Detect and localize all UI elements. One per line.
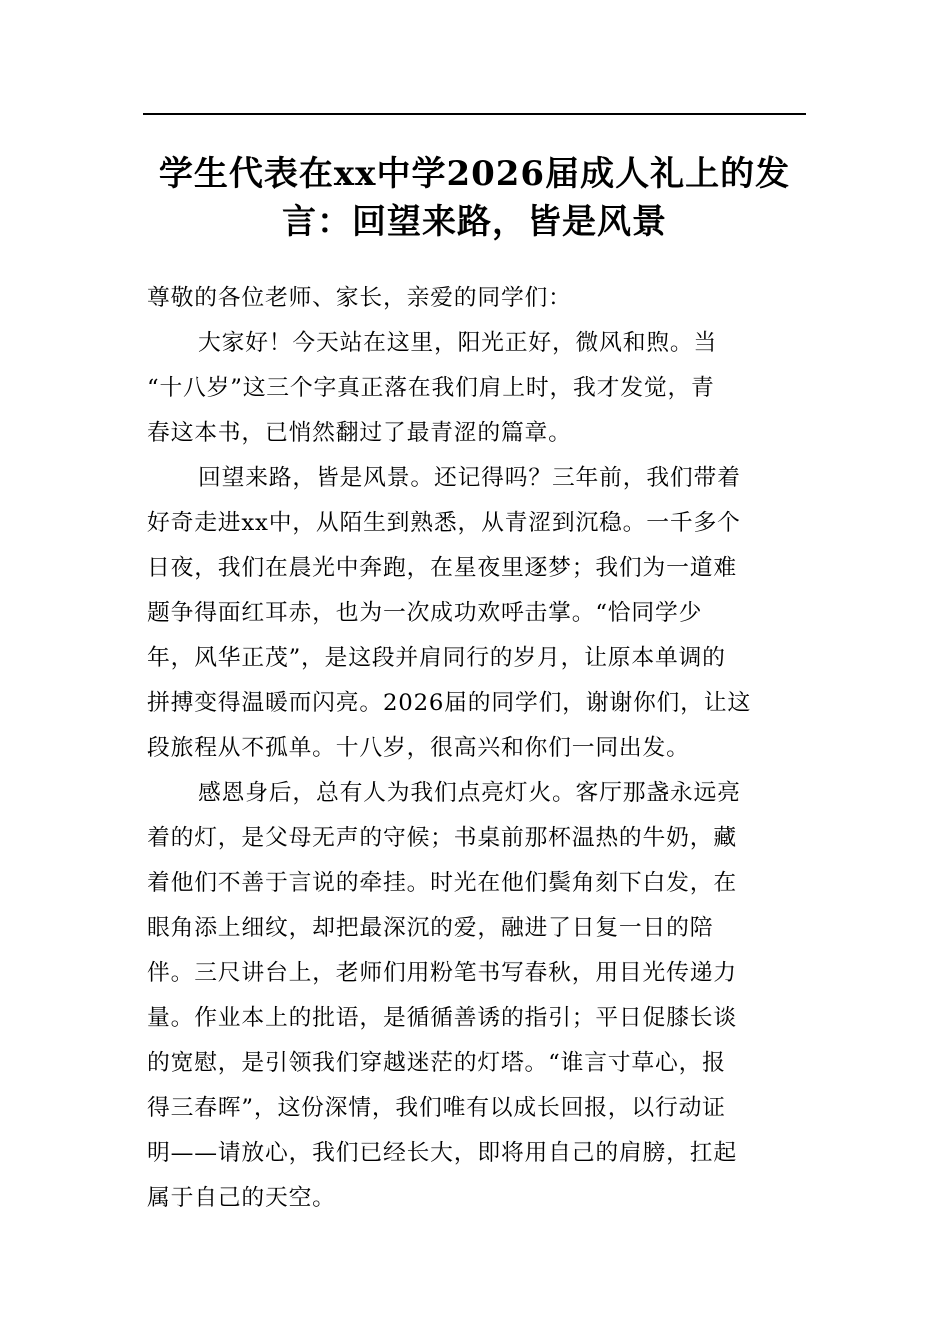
title-line-2: 言：回望来路，皆是风景 [282, 202, 667, 242]
text-line: 眼角添上细纹，却把最深沉的爱，融进了日复一日的陪 [147, 915, 714, 941]
text-line: 日夜，我们在晨光中奔跑，在星夜里逐梦；我们为一道难 [147, 555, 737, 581]
text-line: 得三春晖”，这份深情，我们唯有以成长回报，以行动证 [147, 1095, 726, 1121]
text-line: 拼搏变得温暖而闪亮。2026届的同学们，谢谢你们，让这 [147, 690, 751, 716]
text-line: 段旅程从不孤单。十八岁，很高兴和你们一同出发。 [147, 735, 690, 761]
document-title [143, 150, 806, 246]
text-line: “十八岁”这三个字真正落在我们肩上时，我才发觉，青 [147, 375, 715, 401]
text-line: 量。作业本上的批语，是循循善诱的指引；平日促膝长谈 [147, 1005, 737, 1031]
salutation: 尊敬的各位老师、家长，亲爱的同学们： [147, 285, 572, 311]
text-line: 大家好！今天站在这里，阳光正好，微风和煦。当 [198, 330, 718, 356]
text-line: 属于自己的天空。 [147, 1185, 336, 1211]
text-line: 着他们不善于言说的牵挂。时光在他们鬓角刻下白发，在 [147, 870, 737, 896]
text-line: 回望来路，皆是风景。还记得吗？三年前，我们带着 [198, 465, 741, 491]
document-body [147, 276, 787, 1221]
text-line: 好奇走进xx中，从陌生到熟悉，从青涩到沉稳。一千多个 [147, 510, 741, 536]
paragraph-greeting [147, 321, 787, 456]
paragraph-looking-back [147, 456, 787, 771]
text-line: 题争得面红耳赤，也为一次成功欢呼击掌。“恰同学少 [147, 600, 703, 626]
text-line: 着的灯，是父母无声的守候；书桌前那杯温热的牛奶，藏 [147, 825, 737, 851]
paragraph-gratitude [147, 771, 787, 1221]
text-line: 年，风华正茂”，是这段并肩同行的岁月，让原本单调的 [147, 645, 726, 671]
title-line-1: 学生代表在xx中学2026届成人礼上的发 [158, 154, 791, 194]
header-rule [143, 113, 806, 115]
text-line: 明——请放心，我们已经长大，即将用自己的肩膀，扛起 [147, 1140, 737, 1166]
text-line: 感恩身后，总有人为我们点亮灯火。客厅那盏永远亮 [198, 780, 741, 806]
text-line: 春这本书，已悄然翻过了最青涩的篇章。 [147, 420, 572, 446]
text-line: 的宽慰，是引领我们穿越迷茫的灯塔。“谁言寸草心，报 [147, 1050, 726, 1076]
text-line: 伴。三尺讲台上，老师们用粉笔书写春秋，用目光传递力 [147, 960, 737, 986]
